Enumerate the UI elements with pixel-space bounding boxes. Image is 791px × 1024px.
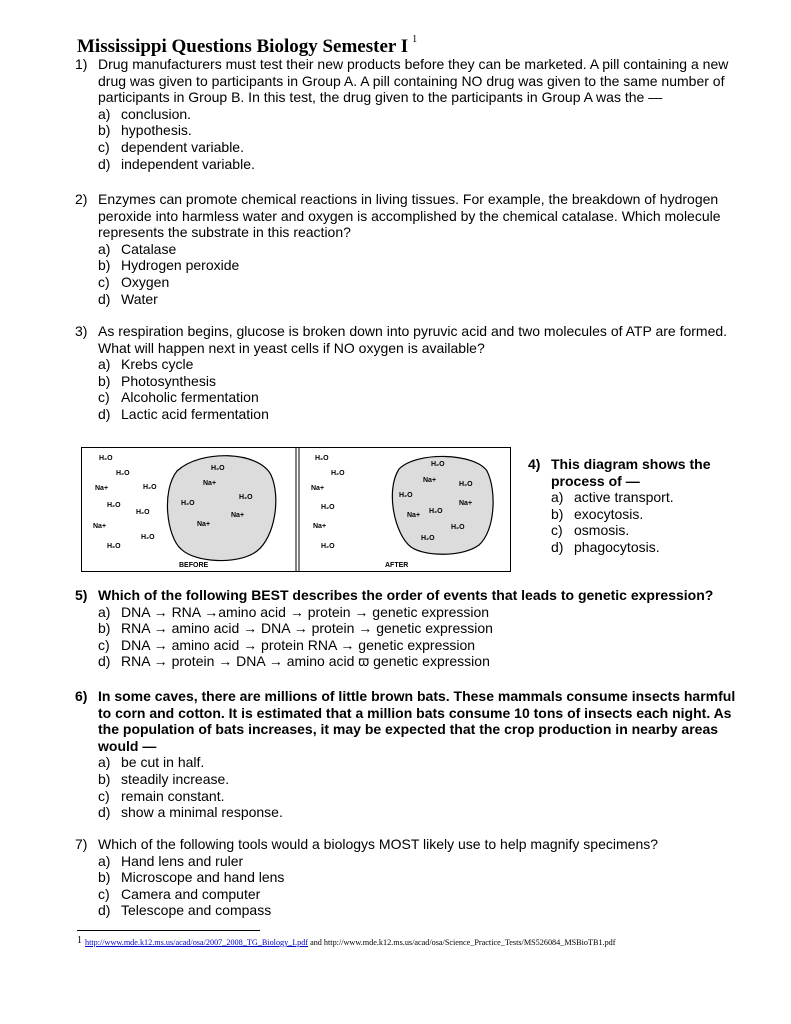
- answer-choice: a) conclusion.: [98, 105, 192, 122]
- sodium-ion-label: Na+: [311, 485, 325, 492]
- water-molecule-label: H₂O: [136, 509, 150, 516]
- footnote: [77, 935, 616, 949]
- page-title: Mississippi Questions Biology Semester I $^1$: [77, 34, 418, 57]
- question-number: 2): [75, 191, 88, 207]
- question-stem: Which of the following BEST describes the order of events that leads to genetic expression?: [98, 587, 714, 603]
- answer-choice: a) Krebs cycle: [98, 356, 194, 373]
- water-molecule-label: H₂O: [459, 481, 473, 488]
- question-number: 3): [75, 323, 88, 339]
- water-molecule-label: H₂O: [451, 524, 465, 531]
- footnote-link[interactable]: http://www.mde.k12.ms.us/acad/osa/2007_2008_TG_Biology_I.pdf: [85, 938, 309, 947]
- question-number: 7): [75, 836, 88, 852]
- question-number: 4): [528, 456, 541, 472]
- water-molecule-label: H₂O: [321, 543, 335, 550]
- cell-after: [392, 456, 493, 554]
- question-stem: Which of the following tools would a biologys MOST likely use to help magnify specimens?: [98, 836, 659, 852]
- answer-choice: b) Photosynthesis: [98, 372, 216, 389]
- sodium-ion-label: Na+: [407, 512, 421, 519]
- water-molecule-label: H₂O: [99, 455, 113, 462]
- answer-choice: c) Alcoholic fermentation: [98, 389, 259, 406]
- sodium-ion-label: Na+: [423, 477, 437, 484]
- label-after: AFTER: [385, 562, 409, 569]
- sodium-ion-label: Na+: [459, 500, 473, 507]
- water-molecule-label: H₂O: [431, 461, 445, 468]
- answer-choice: c) Oxygen: [98, 273, 170, 290]
- answer-choice: c) Camera and computer: [98, 885, 261, 902]
- water-molecule-label: H₂O: [315, 455, 329, 462]
- water-molecule-label: H₂O: [429, 508, 443, 515]
- water-molecule-label: H₂O: [107, 543, 121, 550]
- answer-choice: d) Lactic acid fermentation: [98, 405, 269, 422]
- osmosis-diagram: [81, 447, 511, 572]
- question-number: 1): [75, 56, 88, 72]
- question-2: [75, 191, 745, 307]
- answer-choice: b) steadily increase.: [98, 770, 230, 787]
- answer-choice: a) Catalase: [98, 240, 177, 257]
- sodium-ion-label: Na+: [95, 485, 109, 492]
- answer-choice: c) osmosis.: [551, 522, 630, 539]
- sodium-ion-label: Na+: [231, 512, 245, 519]
- label-before: BEFORE: [179, 562, 209, 569]
- water-molecule-label: H₂O: [107, 502, 121, 509]
- footnote-reference: 1: [412, 34, 418, 45]
- answer-choice: a) DNA → RNA →amino acid → protein → genetic expression: [98, 603, 490, 620]
- question-number: 5): [75, 587, 88, 603]
- answer-choice: c) dependent variable.: [98, 138, 244, 155]
- sodium-ion-label: Na+: [203, 480, 217, 487]
- footnote-divider: [77, 930, 260, 931]
- answer-choice: d) Telescope and compass: [98, 902, 272, 919]
- question-3: [75, 323, 745, 423]
- question-5: [75, 587, 745, 670]
- question-stem: Drug manufacturers must test their new products before they can be marketed. A pill containing a new drug was given to participants in Group A. A pill containing NO drug was given to the same number of participants in Group B. In this test, the drug given to the participants in Group A was the —: [98, 56, 729, 106]
- answer-choice: b) exocytosis.: [551, 505, 644, 522]
- answer-choice: b) hypothesis.: [98, 122, 192, 139]
- footnote-text: and http://www.mde.k12.ms.us/acad/osa/Science_Practice_Tests/MS526084_MSBioTB1.pdf: [308, 938, 616, 947]
- answer-choice: b) Hydrogen peroxide: [98, 257, 240, 274]
- question-6: [75, 688, 745, 821]
- answer-choice: a) active transport.: [551, 489, 674, 506]
- answer-choice: b) Microscope and hand lens: [98, 869, 285, 886]
- question-4: [528, 456, 748, 556]
- answer-choice: d) independent variable.: [98, 155, 255, 172]
- answer-choice: c) remain constant.: [98, 787, 225, 804]
- answer-choice: a) Hand lens and ruler: [98, 852, 244, 869]
- answer-choice: a) be cut in half.: [98, 754, 205, 771]
- water-molecule-label: H₂O: [239, 494, 253, 501]
- answer-choice: d) phagocytosis.: [551, 538, 660, 555]
- sodium-ion-label: Na+: [93, 523, 107, 530]
- question-stem: Enzymes can promote chemical reactions in living tissues. For example, the breakdown of hydrogen peroxide into harmless water and oxygen is accomplished by the chemical catalase. Which molecule represents the substrate in this reaction?: [98, 191, 721, 241]
- sodium-ion-label: Na+: [313, 523, 327, 530]
- question-7: [75, 836, 745, 919]
- question-stem: In some caves, there are millions of little brown bats. These mammals consume insects harmful to corn and cotton. It is estimated that a million bats consume 10 tons of insects each night. As the population of bats increases, it may be expected that the crop production in nearby areas would —: [98, 688, 736, 754]
- sodium-ion-label: Na+: [197, 521, 211, 528]
- water-molecule-label: H₂O: [399, 492, 413, 499]
- question-1: [75, 56, 745, 172]
- answer-choice: d) RNA → protein → DNA → amino acid ϖ genetic expression: [98, 653, 490, 670]
- answer-choice: d) Water: [98, 290, 158, 307]
- water-molecule-label: H₂O: [331, 470, 345, 477]
- water-molecule-label: H₂O: [211, 465, 225, 472]
- question-stem: As respiration begins, glucose is broken down into pyruvic acid and two molecules of ATP are formed. What will happen next in yeast cells if NO oxygen is available?: [98, 323, 728, 356]
- question-number: 6): [75, 688, 88, 704]
- water-molecule-label: H₂O: [116, 470, 130, 477]
- answer-choice: b) RNA → amino acid → DNA → protein → genetic expression: [98, 620, 493, 637]
- water-molecule-label: H₂O: [141, 534, 155, 541]
- answer-choice: d) show a minimal response.: [98, 804, 283, 821]
- water-molecule-label: H₂O: [143, 484, 157, 491]
- water-molecule-label: H₂O: [421, 535, 435, 542]
- answer-choice: c) DNA → amino acid → protein RNA → genetic expression: [98, 636, 476, 653]
- question-stem: This diagram shows the process of —: [551, 456, 711, 489]
- water-molecule-label: H₂O: [321, 504, 335, 511]
- footnote-mark: 1: [77, 935, 82, 946]
- water-molecule-label: H₂O: [181, 500, 195, 507]
